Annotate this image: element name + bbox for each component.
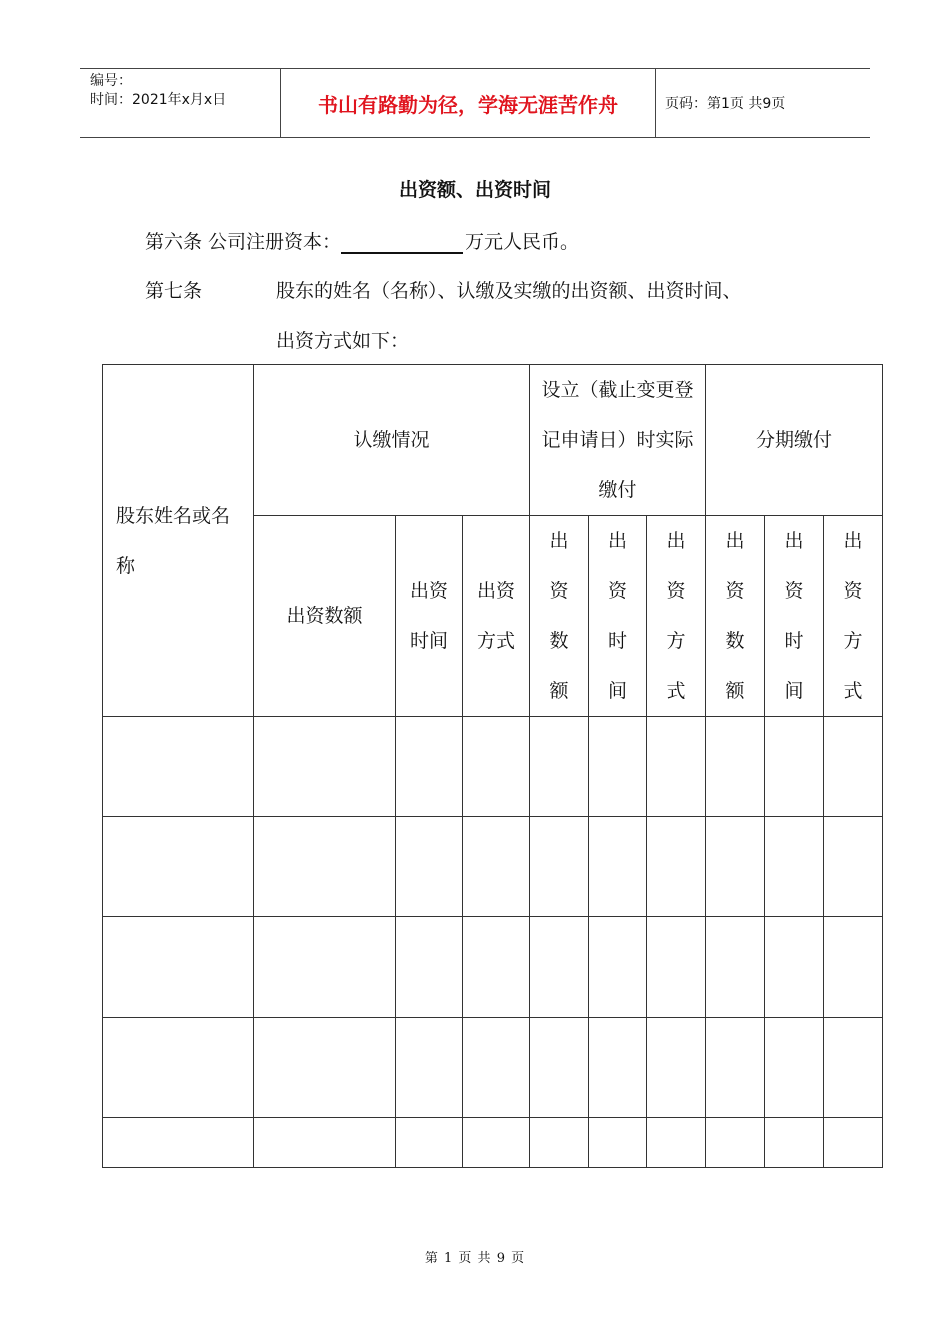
- article-6-prefix: 第六条 公司注册资本：: [145, 231, 342, 253]
- table-row: [103, 817, 883, 917]
- sub-col-amount: 出资数额: [254, 516, 396, 717]
- paid-col-time: 出资时间: [589, 516, 647, 717]
- paid-col-amount: 出资数额: [530, 516, 589, 717]
- capital-blank: [341, 232, 463, 254]
- article-7-line2: 出资方式如下：: [276, 330, 410, 352]
- article-7-line1: 股东的姓名（名称）、认缴及实缴的出资额、出资时间、: [276, 280, 742, 302]
- table-row: [103, 1118, 883, 1168]
- sub-col-time: 出资时间: [396, 516, 463, 717]
- page-header: [80, 68, 870, 138]
- article-7-label: 第七条: [145, 280, 203, 302]
- header-meta: [80, 69, 280, 137]
- capital-table: [102, 364, 883, 1168]
- page-footer: 第 1 页 共 9 页: [424, 1251, 526, 1266]
- article-6-suffix: 万元人民币。: [465, 231, 580, 253]
- paid-header: 设立（截止变更登记申请日）时实际缴付: [530, 365, 706, 516]
- table-row: [103, 1018, 883, 1118]
- paid-col-method: 出资方式: [647, 516, 706, 717]
- sub-col-method: 出资方式: [463, 516, 530, 717]
- time-label: 时间：2021年x月x日: [90, 92, 227, 108]
- installment-header: 分期缴付: [706, 365, 883, 516]
- subscribed-header: 认缴情况: [254, 365, 530, 516]
- inst-col-method: 出资方式: [824, 516, 883, 717]
- header-motto: 书山有路勤为径，学海无涯苦作舟: [280, 69, 656, 137]
- table-row: [103, 717, 883, 817]
- number-label: 编号：: [90, 73, 132, 89]
- header-page-info: 页码：第1页 共9页: [665, 96, 786, 112]
- inst-col-amount: 出资数额: [706, 516, 765, 717]
- section-title: 出资额、出资时间: [398, 179, 551, 201]
- shareholder-header: 股东姓名或名称: [103, 365, 254, 717]
- article-6: [145, 230, 579, 254]
- inst-col-time: 出资时间: [765, 516, 824, 717]
- table-row: [103, 917, 883, 1018]
